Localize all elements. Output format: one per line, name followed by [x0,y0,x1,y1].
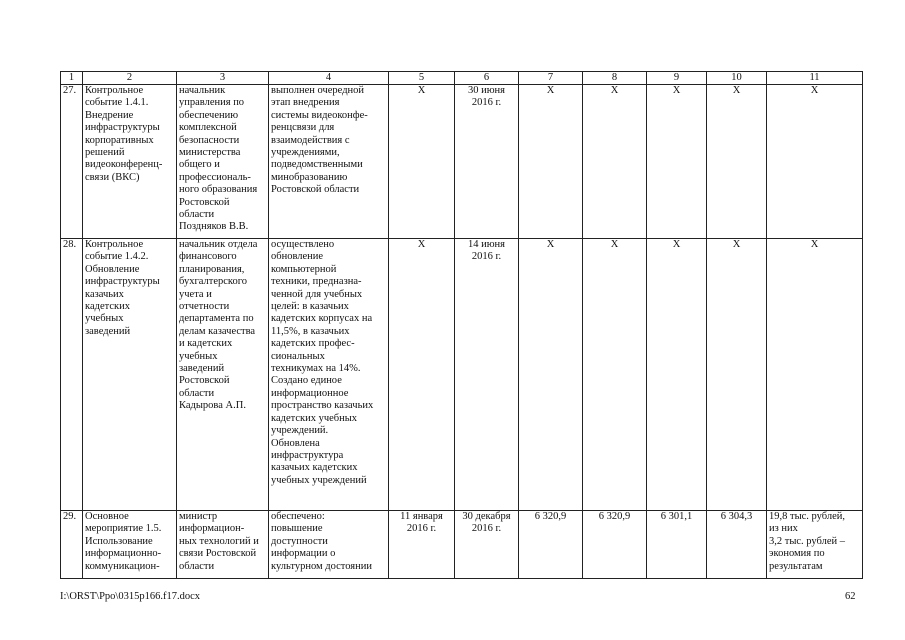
event-name-line: событие 1.4.2. [85,251,149,263]
row-number: 28. [61,239,83,511]
event-name-line: Контрольное [85,239,144,250]
expected-result-line: взаимодействия с [271,134,350,146]
expected-result-line: минобразованию [271,171,348,183]
event-name-line: Контрольное [85,85,144,96]
expected-result [269,85,389,239]
expected-result-line: Ростовской области [271,184,360,196]
responsible-person-line: учебных [179,350,218,362]
responsible-person-line: области [179,387,215,399]
responsible-person-line: информацион- [179,523,245,535]
col-7-value-line: 6 320,9 [534,511,567,522]
responsible-person-line: министерства [179,147,241,159]
col-8-value [583,511,647,579]
page-number: 62 [845,591,856,602]
responsible-person-line: обеспечению [179,109,239,121]
col-10-value-line: 6 304,3 [720,511,753,522]
column-number-5: 5 [389,72,455,85]
event-name-line: корпоративных [85,134,154,146]
expected-result-line: Создано единое [271,375,342,387]
responsible-person-line: области [179,560,215,572]
end-date [455,511,519,579]
col-7-value-line: X [546,239,555,250]
event-name-line: Использование [85,535,153,547]
event-name-line: учебных [85,313,124,325]
expected-result-line: инфраструктура [271,449,344,461]
expected-result-line: целей: в казачьих [271,301,349,313]
col-10-value [707,239,767,511]
start-date [389,239,455,511]
event-name-line: событие 1.4.1. [85,97,149,109]
responsible-person-line: Кадырова А.П. [179,400,246,412]
col-11-value-line: экономия по [769,548,825,560]
column-number-7: 7 [519,72,583,85]
responsible-person-line: начальник отдела [179,239,258,250]
event-name-line: Внедрение [85,109,134,121]
event-name-line: кадетских [85,301,130,313]
responsible-person-line: Поздняков В.В. [179,221,249,233]
column-number-9: 9 [647,72,707,85]
event-name-line: Основное [85,511,129,522]
event-name-line: инфраструктуры [85,122,160,134]
col-11-value-line: 19,8 тыс. рублей, [769,511,846,522]
expected-result-line: техникумах на 14%. [271,363,361,375]
responsible-person-line: общего и [179,159,220,171]
responsible-person-line: начальник [179,85,226,96]
col-11-value-line: из них [769,523,798,535]
table-row [61,85,863,239]
col-7-value [519,239,583,511]
responsible-person-line: ных технологий и [179,535,259,547]
start-date-line: 2016 г. [406,523,437,535]
plan-table [60,71,863,579]
responsible-person-line: планирования, [179,263,245,275]
column-number-8: 8 [583,72,647,85]
responsible-person-line: ного образования [179,184,258,196]
col-8-value-line: 6 320,9 [598,511,631,522]
expected-result-line: подведомственными [271,159,363,171]
expected-result-line: учреждениями, [271,147,340,159]
expected-result [269,239,389,511]
event-name-line: коммуникацион- [85,560,160,572]
row-number: 27. [61,85,83,239]
start-date-line: X [417,85,426,96]
end-date-line: 30 июня [467,85,506,96]
start-date-line: 11 января [400,511,443,522]
end-date-line: 14 июня [467,239,506,250]
responsible-person-line: управления по [179,97,245,109]
start-date-line: X [417,239,426,250]
expected-result-line: кадетских профес- [271,338,355,350]
responsible-person-line: безопасности [179,134,240,146]
column-number-3: 3 [177,72,269,85]
col-9-value [647,511,707,579]
col-9-value-line: X [672,85,681,96]
expected-result-line: информационное [271,387,349,399]
col-10-value-line: X [732,85,741,96]
expected-result-line: этап внедрения [271,97,340,109]
event-name-line: решений [85,147,125,159]
expected-result-line: повышение [271,523,323,535]
expected-result-line: обновление [271,251,324,263]
expected-result-line: обеспечено: [271,511,325,522]
responsible-person-line: департамента по [179,313,254,325]
responsible-person [177,85,269,239]
expected-result-line: учебных учреждений [271,474,367,486]
column-number-row [61,72,863,85]
event-name-line: казачьих [85,288,124,300]
table-row [61,239,863,511]
column-number-1: 1 [61,72,83,85]
responsible-person-line: профессиональ- [179,171,251,183]
col-9-value [647,85,707,239]
event-name-line: информационно- [85,548,162,560]
expected-result-line: системы видеоконфе- [271,109,368,121]
col-9-value-line: X [672,239,681,250]
col-7-value-line: X [546,85,555,96]
file-path-footer: I:\ORST\Ppo\0315p166.f17.docx [60,591,201,602]
expected-result-line: техники, предназна- [271,276,362,288]
expected-result-line: компьютерной [271,263,337,275]
responsible-person-line: Ростовской [179,375,230,387]
expected-result-line: культурном достоянии [271,560,372,572]
col-10-value [707,511,767,579]
start-date [389,85,455,239]
responsible-person-line: министр [179,511,218,522]
expected-result-line: осуществлено [271,239,335,250]
end-date [455,85,519,239]
responsible-person-line: учета и [179,288,212,300]
responsible-person [177,511,269,579]
expected-result-line: доступности [271,535,328,547]
col-8-value [583,85,647,239]
expected-result-line: пространство казачьих [271,400,374,412]
expected-result-line: сиональных [271,350,325,362]
responsible-person-line: связи Ростовской [179,548,257,560]
responsible-person-line: делам казачества [179,325,256,337]
responsible-person-line: комплексной [179,122,237,134]
event-name [83,85,177,239]
responsible-person-line: заведений [179,363,225,375]
col-10-value-line: X [732,239,741,250]
responsible-person-line: отчетности [179,301,230,313]
col-11-value [767,239,863,511]
column-number-10: 10 [707,72,767,85]
column-number-4: 4 [269,72,389,85]
end-date-line: 2016 г. [471,97,502,109]
col-9-value [647,239,707,511]
col-7-value [519,511,583,579]
event-name-line: инфраструктуры [85,276,160,288]
event-name-line: заведений [85,325,131,337]
col-11-value-line: результатам [769,560,823,572]
responsible-person [177,239,269,511]
col-8-value-line: X [610,85,619,96]
end-date-line: 2016 г. [471,251,502,263]
col-11-value-line: X [810,85,819,96]
responsible-person-line: и кадетских [179,338,233,350]
expected-result-line: казачьих кадетских [271,462,358,474]
event-name-line: Обновление [85,263,140,275]
event-name-line: мероприятие 1.5. [85,523,162,535]
start-date [389,511,455,579]
end-date-line: 2016 г. [471,523,502,535]
responsible-person-line: бухгалтерского [179,276,248,288]
expected-result-line: кадетских корпусах на [271,313,373,325]
responsible-person-line: финансового [179,251,237,263]
col-10-value [707,85,767,239]
expected-result-line: 11,5%, в казачьих [271,325,350,337]
expected-result-line: выполнен очередной [271,85,365,96]
responsible-person-line: области [179,209,215,221]
end-date [455,239,519,511]
col-8-value [583,239,647,511]
column-number-6: 6 [455,72,519,85]
end-date-line: 30 декабря [462,511,511,522]
event-name-line: связи (ВКС) [85,171,140,183]
col-11-value [767,511,863,579]
col-7-value [519,85,583,239]
row-number: 29. [61,511,83,579]
expected-result-line: кадетских учебных [271,412,358,424]
expected-result-line: информации о [271,548,336,560]
event-name [83,511,177,579]
column-number-11: 11 [767,72,863,85]
event-name [83,239,177,511]
col-11-value-line: 3,2 тыс. рублей – [769,535,846,547]
responsible-person-line: Ростовской [179,196,230,208]
table-row [61,511,863,579]
expected-result-line: Обновлена [271,437,320,449]
col-11-value-line: X [810,239,819,250]
col-11-value [767,85,863,239]
event-name-line: видеоконференц- [85,159,163,171]
col-8-value-line: X [610,239,619,250]
expected-result-line: учреждений. [271,425,329,437]
col-9-value-line: 6 301,1 [660,511,693,522]
expected-result-line: ченной для учебных [271,288,363,300]
column-number-2: 2 [83,72,177,85]
expected-result [269,511,389,579]
expected-result-line: ренцсвязи для [271,122,335,134]
